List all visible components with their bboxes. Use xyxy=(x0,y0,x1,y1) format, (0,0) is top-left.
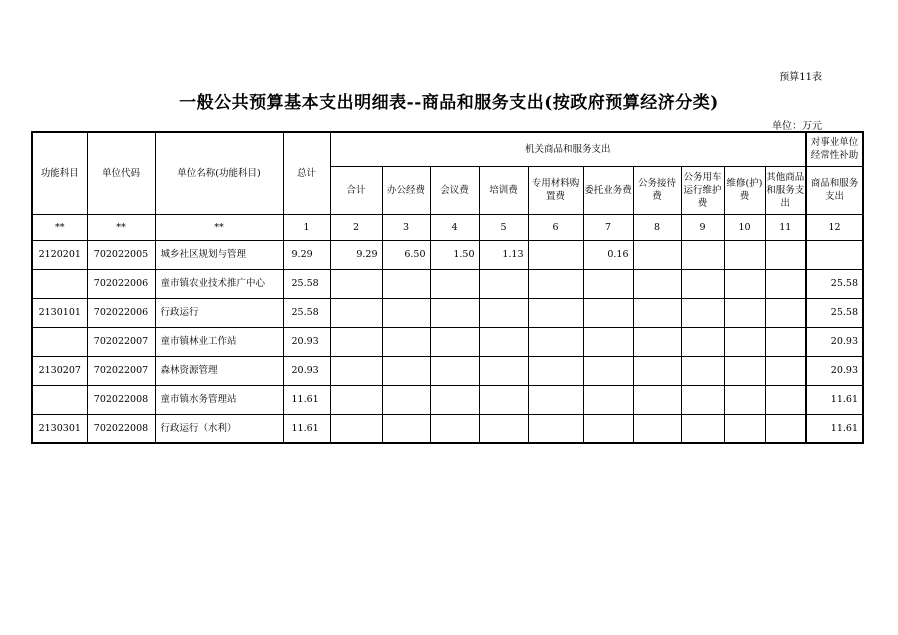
cell-name: 行政运行 xyxy=(155,298,283,327)
col-func-subject: 功能科目 xyxy=(32,132,87,214)
cell-c5: 1.13 xyxy=(479,240,528,269)
cell-c12: 11.61 xyxy=(806,414,863,443)
cell-c2 xyxy=(330,385,382,414)
cell-c9 xyxy=(681,356,724,385)
table-row xyxy=(32,414,863,443)
cell-c11 xyxy=(765,385,806,414)
cell-c10 xyxy=(724,385,765,414)
cell-name: 行政运行（水利） xyxy=(155,414,283,443)
cell-c3 xyxy=(382,356,430,385)
cell-code: 702022006 xyxy=(87,298,155,327)
cell-c3 xyxy=(382,327,430,356)
cell-c9 xyxy=(681,269,724,298)
cell-c5 xyxy=(479,385,528,414)
col-sub: 专用材料购置费 xyxy=(528,166,583,214)
cell-c7 xyxy=(583,356,633,385)
cell-c8 xyxy=(633,269,681,298)
table-row xyxy=(32,269,863,298)
cell-c2 xyxy=(330,269,382,298)
cell-code: 702022008 xyxy=(87,414,155,443)
cell-c5 xyxy=(479,356,528,385)
cell-c8 xyxy=(633,414,681,443)
cell-c5 xyxy=(479,269,528,298)
cell-c9 xyxy=(681,385,724,414)
cell-func: 2120201 xyxy=(32,240,87,269)
cell-code: 702022008 xyxy=(87,385,155,414)
table-row xyxy=(32,327,863,356)
cell-c7 xyxy=(583,414,633,443)
cell-c10 xyxy=(724,269,765,298)
cell-c6 xyxy=(528,414,583,443)
cell-total: 11.61 xyxy=(283,414,330,443)
cell-c8 xyxy=(633,327,681,356)
cell-c9 xyxy=(681,327,724,356)
col-unit-code: 单位代码 xyxy=(87,132,155,214)
cell-c2 xyxy=(330,298,382,327)
cell-c3 xyxy=(382,298,430,327)
col-sub: 合计 xyxy=(330,166,382,214)
col-sub: 培训费 xyxy=(479,166,528,214)
cell-total: 25.58 xyxy=(283,298,330,327)
cell-c8 xyxy=(633,240,681,269)
cell-total: 20.93 xyxy=(283,327,330,356)
index-cell: 8 xyxy=(633,214,681,240)
budget-table xyxy=(31,131,864,444)
cell-c12: 11.61 xyxy=(806,385,863,414)
table-row xyxy=(32,240,863,269)
cell-c12: 25.58 xyxy=(806,269,863,298)
cell-c11 xyxy=(765,240,806,269)
cell-code: 702022006 xyxy=(87,269,155,298)
cell-c6 xyxy=(528,385,583,414)
cell-c6 xyxy=(528,356,583,385)
cell-c10 xyxy=(724,327,765,356)
cell-c11 xyxy=(765,356,806,385)
cell-c9 xyxy=(681,298,724,327)
col-sub: 办公经费 xyxy=(382,166,430,214)
table-row xyxy=(32,356,863,385)
cell-c3 xyxy=(382,385,430,414)
cell-c10 xyxy=(724,240,765,269)
cell-c4 xyxy=(430,269,479,298)
col-unit-name: 单位名称(功能科目) xyxy=(155,132,283,214)
index-cell: ** xyxy=(87,214,155,240)
cell-c5 xyxy=(479,414,528,443)
index-cell: 12 xyxy=(806,214,863,240)
cell-c12: 20.93 xyxy=(806,356,863,385)
cell-total: 11.61 xyxy=(283,385,330,414)
cell-c11 xyxy=(765,269,806,298)
col-sub: 公务用车运行维护费 xyxy=(681,166,724,214)
cell-func xyxy=(32,385,87,414)
cell-code: 702022005 xyxy=(87,240,155,269)
cell-func: 2130301 xyxy=(32,414,87,443)
col-sub: 维修(护)费 xyxy=(724,166,765,214)
cell-c9 xyxy=(681,240,724,269)
cell-total: 25.58 xyxy=(283,269,330,298)
cell-name: 城乡社区规划与管理 xyxy=(155,240,283,269)
cell-c4 xyxy=(430,356,479,385)
cell-c7 xyxy=(583,298,633,327)
cell-c11 xyxy=(765,327,806,356)
col-sub: 公务接待费 xyxy=(633,166,681,214)
cell-func xyxy=(32,269,87,298)
col-sub: 会议费 xyxy=(430,166,479,214)
cell-c4 xyxy=(430,385,479,414)
cell-total: 9.29 xyxy=(283,240,330,269)
cell-c4 xyxy=(430,298,479,327)
col-sub: 其他商品和服务支出 xyxy=(765,166,806,214)
cell-c8 xyxy=(633,385,681,414)
col-group-org: 机关商品和服务支出 xyxy=(330,132,806,166)
page-title: 一般公共预算基本支出明细表--商品和服务支出(按政府预算经济分类) xyxy=(179,93,719,113)
cell-c3: 6.50 xyxy=(382,240,430,269)
cell-c10 xyxy=(724,356,765,385)
index-cell: 3 xyxy=(382,214,430,240)
cell-c4 xyxy=(430,327,479,356)
cell-c12: 25.58 xyxy=(806,298,863,327)
col-sub: 商品和服务支出 xyxy=(806,166,863,214)
cell-c2 xyxy=(330,327,382,356)
table-row xyxy=(32,385,863,414)
cell-code: 702022007 xyxy=(87,327,155,356)
cell-c6 xyxy=(528,240,583,269)
col-sub: 委托业务费 xyxy=(583,166,633,214)
cell-c3 xyxy=(382,414,430,443)
cell-code: 702022007 xyxy=(87,356,155,385)
index-row xyxy=(32,214,863,240)
form-number: 预算11表 xyxy=(779,72,822,83)
cell-c2 xyxy=(330,414,382,443)
cell-c2: 9.29 xyxy=(330,240,382,269)
col-total: 总计 xyxy=(283,132,330,214)
table-body xyxy=(32,240,863,443)
index-cell: 11 xyxy=(765,214,806,240)
index-cell: 5 xyxy=(479,214,528,240)
col-group-subsidy: 对事业单位经常性补助 xyxy=(806,132,863,166)
cell-c6 xyxy=(528,327,583,356)
table-row xyxy=(32,298,863,327)
cell-c7: 0.16 xyxy=(583,240,633,269)
cell-name: 童市镇农业技术推广中心 xyxy=(155,269,283,298)
cell-c8 xyxy=(633,298,681,327)
cell-c4: 1.50 xyxy=(430,240,479,269)
cell-c8 xyxy=(633,356,681,385)
cell-name: 森林资源管理 xyxy=(155,356,283,385)
cell-func xyxy=(32,327,87,356)
cell-name: 童市镇林业工作站 xyxy=(155,327,283,356)
cell-c6 xyxy=(528,298,583,327)
cell-c10 xyxy=(724,414,765,443)
cell-c5 xyxy=(479,298,528,327)
index-cell: ** xyxy=(155,214,283,240)
cell-name: 童市镇水务管理站 xyxy=(155,385,283,414)
cell-c7 xyxy=(583,385,633,414)
cell-c12 xyxy=(806,240,863,269)
index-cell: 2 xyxy=(330,214,382,240)
cell-total: 20.93 xyxy=(283,356,330,385)
index-cell: 1 xyxy=(283,214,330,240)
cell-c4 xyxy=(430,414,479,443)
cell-c5 xyxy=(479,327,528,356)
cell-c7 xyxy=(583,327,633,356)
cell-c11 xyxy=(765,298,806,327)
unit-label: 单位：万元 xyxy=(772,121,822,132)
index-cell: 9 xyxy=(681,214,724,240)
cell-c6 xyxy=(528,269,583,298)
index-cell: 4 xyxy=(430,214,479,240)
cell-c12: 20.93 xyxy=(806,327,863,356)
table-header xyxy=(32,132,863,240)
index-cell: 6 xyxy=(528,214,583,240)
cell-c10 xyxy=(724,298,765,327)
index-cell: 10 xyxy=(724,214,765,240)
index-cell: 7 xyxy=(583,214,633,240)
cell-func: 2130101 xyxy=(32,298,87,327)
cell-c2 xyxy=(330,356,382,385)
index-cell: ** xyxy=(32,214,87,240)
cell-c11 xyxy=(765,414,806,443)
cell-c3 xyxy=(382,269,430,298)
cell-c7 xyxy=(583,269,633,298)
cell-func: 2130207 xyxy=(32,356,87,385)
cell-c9 xyxy=(681,414,724,443)
